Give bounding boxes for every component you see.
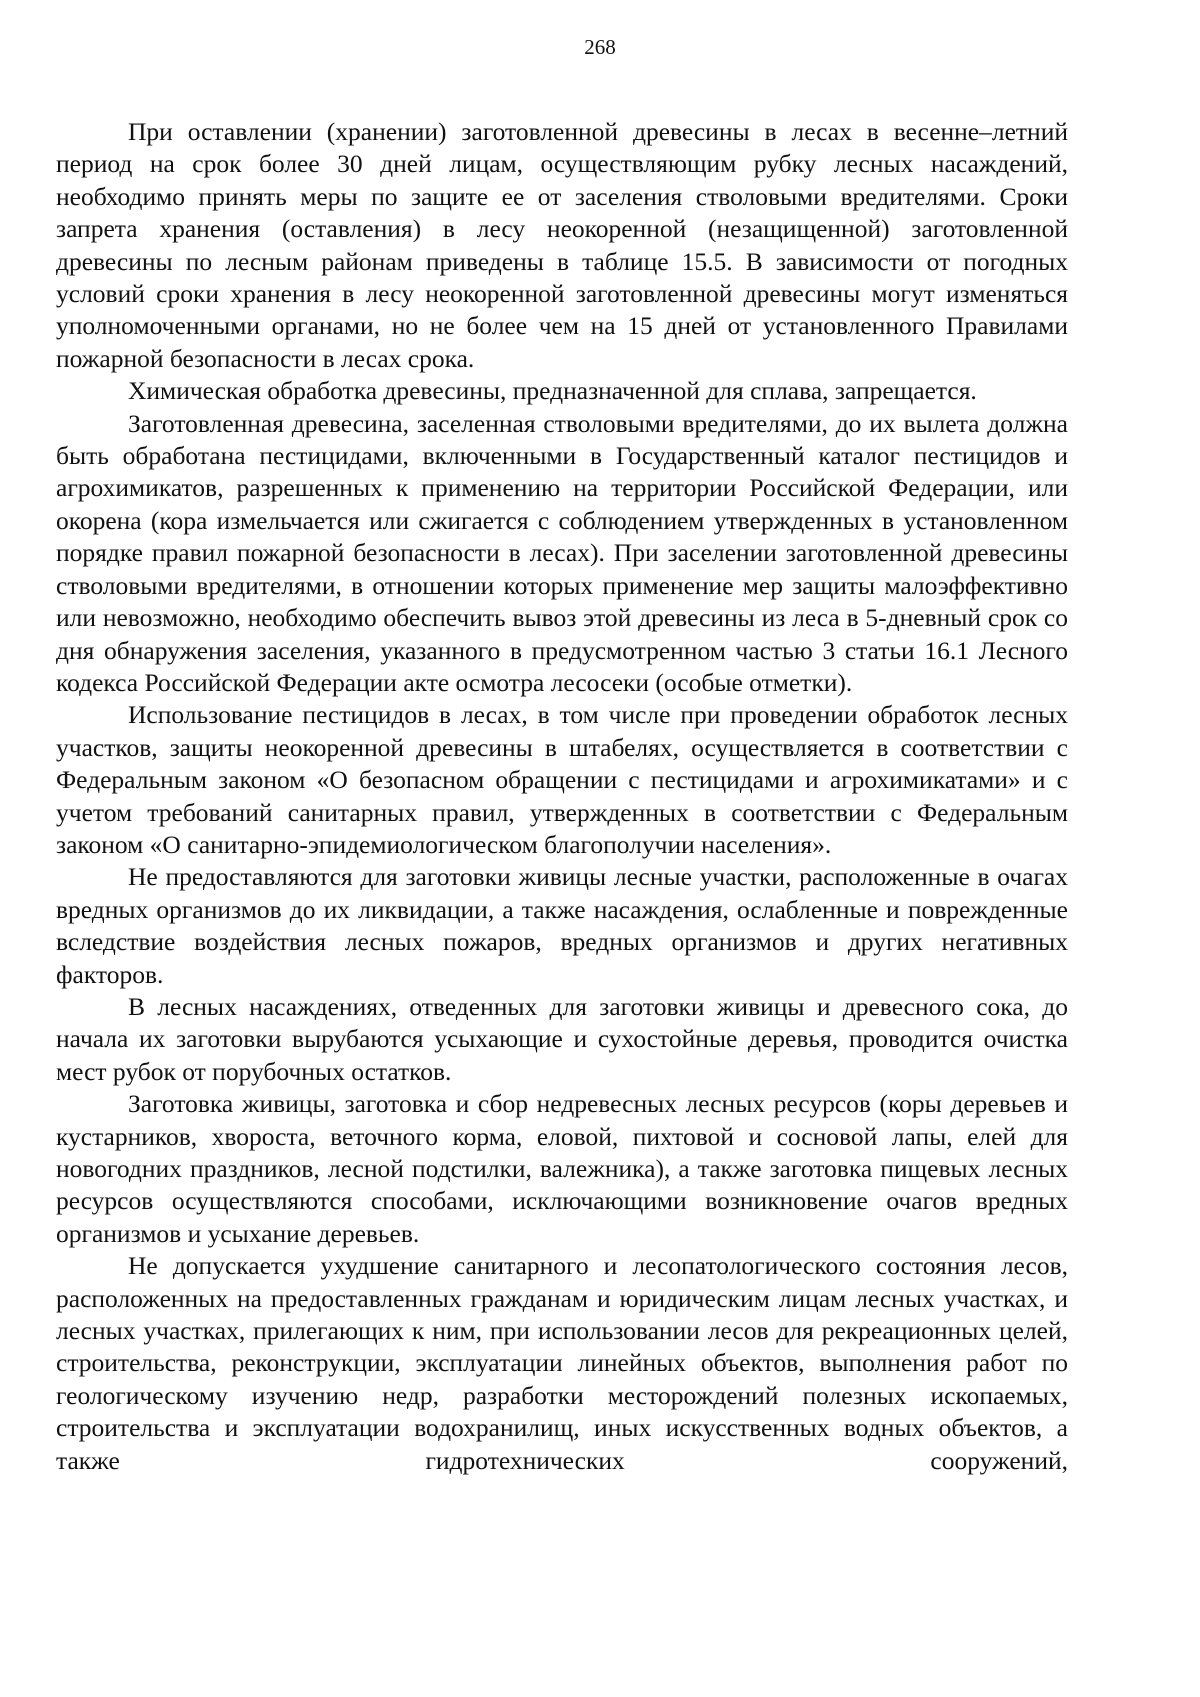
page-number: 268 bbox=[584, 35, 616, 59]
paragraph-chemical-treatment: Химическая обработка древесины, предназначенной для сплава, запрещается. bbox=[128, 376, 977, 406]
document-body bbox=[56, 116, 1068, 1477]
paragraph-storage-of-timber: При оставлении (хранении) заготовленной древесины в лесах в весенне–летний период на срок более 30 дней лицам, осуществляющим рубку лесных насаждений, необходимо принять меры по защите ее от заселения стволовыми вредителями. Сроки запрета хранения (оставления) в лесу неокоренной (незащищенной) заготовленной древесины по лесным районам приведены в таблице 15.5. В зависимости от погодных условий сроки хранения в лесу неокоренной заготовленной древесины могут изменяться уполномоченными органами, но не более чем на 15 дней от установленного Правилами пожарной безопасности в лесах срока. bbox=[56, 117, 1068, 373]
paragraph-infested-timber: Заготовленная древесина, заселенная стволовыми вредителями, до их вылета должна быть обработана пестицидами, включенными в Государственный каталог пестицидов и агрохимикатов, разрешенных к применению на территории Российской Федерации, или окорена (кора измельчается или сжигается с соблюдением утвержденных в установленном порядке правил пожарной безопасности в лесах). При заселении заготовленной древесины стволовыми вредителями, в отношении которых применение мер защиты малоэффективно или невозможно, необходимо обеспечить вывоз этой древесины из леса в 5-дневный срок со дня обнаружения заселения, указанного в предусмотренном частью 3 статьи 16.1 Лесного кодекса Российской Федерации акте осмотра лесосеки (особые отметки). bbox=[56, 408, 1068, 697]
paragraph-pesticide-use: Использование пестицидов в лесах, в том числе при проведении обработок лесных участков, защиты неокоренной древесины в штабелях, осуществляется в соответствии с Федеральным законом «О безопасном обращении с пестицидами и агрохимикатами» и с учетом требований санитарных правил, утвержденных в соответствии с Федеральным законом «О санитарно-эпидемиологическом благополучии населения». bbox=[56, 700, 1068, 859]
paragraph-resin-stands: В лесных насаждениях, отведенных для заготовки живицы и древесного сока, до начала их заготовки вырубаются усыхающие и сухостойные деревья, проводится очистка мест рубок от порубочных остатков. bbox=[56, 991, 1068, 1086]
paragraph-forest-condition: Не допускается ухудшение санитарного и лесопатологического состояния лесов, расположенных на предоставленных гражданам и юридическим лицам лесных участках, и лесных участках, прилегающих к ним, при использовании лесов для рекреационных целей, строительства, реконструкции, эксплуатации линейных объектов, выполнения работ по геологическому изучению недр, разработки месторождений полезных ископаемых, строительства и эксплуатации водохранилищ, иных искусственных водных объектов, а также гидротехнических сооружений, bbox=[56, 1251, 1068, 1475]
paragraph-resin-plots: Не предоставляются для заготовки живицы лесные участки, расположенные в очагах вредных организмов до их ликвидации, а также насаждения, ослабленные и поврежденные вследствие воздействия лесных пожаров, вредных организмов и других негативных факторов. bbox=[56, 862, 1068, 989]
paragraph-non-timber-resources: Заготовка живицы, заготовка и сбор недревесных лесных ресурсов (коры деревьев и кустарников, хвороста, веточного корма, еловой, пихтовой и сосновой лапы, елей для новогодних праздников, лесной подстилки, валежника), а также заготовка пищевых лесных ресурсов осуществляются способами, исключающими возникновение очагов вредных организмов и усыхание деревьев. bbox=[56, 1089, 1068, 1248]
